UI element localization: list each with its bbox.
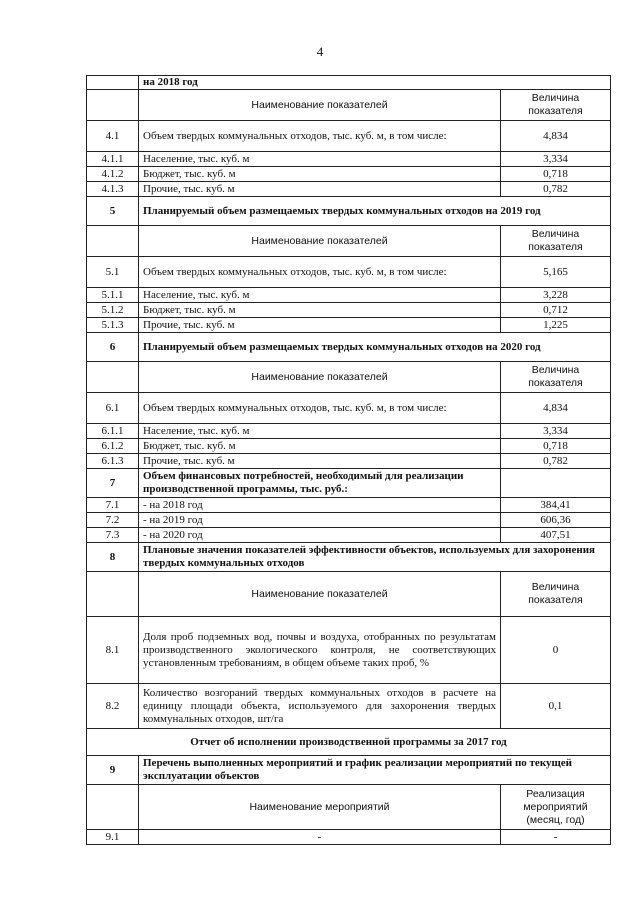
row-name: Прочие, тыс. куб. м (139, 318, 501, 333)
row-name: Количество возгораний твердых коммунальных отходов в расчете на единицу площади объекта, используемого для захоронения твердых коммунальных отходов, шт/га (139, 684, 501, 729)
column-header-value: Реализация мероприятий (месяц, год) (501, 785, 611, 830)
row-value: 0,782 (501, 454, 611, 469)
row-number (87, 76, 139, 90)
table-row (87, 182, 611, 197)
row-name: - на 2019 год (139, 513, 501, 528)
column-header-value: Величина показателя (501, 572, 611, 617)
row-number: 5.1.1 (87, 288, 139, 303)
row-name: Объем твердых коммунальных отходов, тыс. куб. м, в том числе: (139, 257, 501, 288)
section-title: Планируемый объем размещаемых твердых коммунальных отходов на 2020 год (139, 333, 611, 362)
table-row (87, 318, 611, 333)
row-number: 6.1.1 (87, 424, 139, 439)
table-row (87, 167, 611, 182)
section-number: 9 (87, 756, 139, 785)
row-name: - на 2018 год (139, 498, 501, 513)
row-value: 0,718 (501, 167, 611, 182)
page-number: 4 (316, 44, 324, 59)
section-title-row (87, 756, 611, 785)
report-title-row (87, 729, 611, 756)
row-name: Бюджет, тыс. куб. м (139, 439, 501, 454)
section-title-row (87, 543, 611, 572)
row-number: 7.1 (87, 498, 139, 513)
row-name: Бюджет, тыс. куб. м (139, 167, 501, 182)
table-row (87, 424, 611, 439)
column-header-value: Величина показателя (501, 226, 611, 257)
section-title-row (87, 197, 611, 226)
column-header-value: Величина показателя (501, 362, 611, 393)
row-value: 1,225 (501, 318, 611, 333)
table-row (87, 498, 611, 513)
column-header-name: Наименование показателей (139, 572, 501, 617)
table-row (87, 830, 611, 845)
section-title: Перечень выполненных мероприятий и график реализации мероприятий по текущей эксплуатации объектов (139, 756, 611, 785)
column-header-row (87, 226, 611, 257)
row-number: 8.1 (87, 617, 139, 684)
row-number: 4.1.2 (87, 167, 139, 182)
row-name: Доля проб подземных вод, почвы и воздуха, отобранных по результатам производственного экологического контроля, не соответствующих установленным требованиям, в общем объеме таких проб, % (139, 617, 501, 684)
row-value: 5,165 (501, 257, 611, 288)
section-title-row (87, 76, 611, 90)
section-number: 6 (87, 333, 139, 362)
table-row (87, 152, 611, 167)
column-header-row (87, 362, 611, 393)
row-value: 0,718 (501, 439, 611, 454)
table-row (87, 288, 611, 303)
section-number: 7 (87, 469, 139, 498)
row-number: 4.1 (87, 121, 139, 152)
row-number: 5.1.2 (87, 303, 139, 318)
row-value: 4,834 (501, 393, 611, 424)
section-title-row (87, 333, 611, 362)
row-value: 0,712 (501, 303, 611, 318)
section-title: Планируемый объем размещаемых твердых коммунальных отходов на 2019 год (139, 197, 611, 226)
row-name: - на 2020 год (139, 528, 501, 543)
row-name: Население, тыс. куб. м (139, 152, 501, 167)
row-value: 0,782 (501, 182, 611, 197)
section-title: Плановые значения показателей эффективности объектов, используемых для захоронения твердых коммунальных отходов (139, 543, 611, 572)
row-value: 4,834 (501, 121, 611, 152)
table-row (87, 439, 611, 454)
section-number: 5 (87, 197, 139, 226)
row-number: 6.1.3 (87, 454, 139, 469)
table-row (87, 513, 611, 528)
row-name: Население, тыс. куб. м (139, 288, 501, 303)
section-title-row (87, 469, 611, 498)
column-header-name: Наименование мероприятий (139, 785, 501, 830)
section-title: Объем финансовых потребностей, необходимый для реализации производственной программы, тыс. руб.: (139, 469, 501, 498)
column-header-name: Наименование показателей (139, 362, 501, 393)
section-number: 8 (87, 543, 139, 572)
report-title: Отчет об исполнении производственной программы за 2017 год (87, 729, 611, 756)
row-name: Объем твердых коммунальных отходов, тыс. куб. м, в том числе: (139, 393, 501, 424)
row-name: Прочие, тыс. куб. м (139, 454, 501, 469)
table-row (87, 393, 611, 424)
row-number: 7.3 (87, 528, 139, 543)
row-number: 6.1.2 (87, 439, 139, 454)
column-header-name: Наименование показателей (139, 90, 501, 121)
row-value: 3,334 (501, 152, 611, 167)
column-header-row (87, 90, 611, 121)
row-name: - (139, 830, 501, 845)
table-row (87, 257, 611, 288)
row-number: 4.1.3 (87, 182, 139, 197)
row-number: 4.1.1 (87, 152, 139, 167)
row-name: Прочие, тыс. куб. м (139, 182, 501, 197)
row-number: 7.2 (87, 513, 139, 528)
table-row (87, 121, 611, 152)
column-header-name: Наименование показателей (139, 226, 501, 257)
row-value: 407,51 (501, 528, 611, 543)
row-name: Население, тыс. куб. м (139, 424, 501, 439)
row-value: 0,1 (501, 684, 611, 729)
table-row (87, 528, 611, 543)
column-header-row (87, 572, 611, 617)
row-number: 5.1.3 (87, 318, 139, 333)
row-number: 6.1 (87, 393, 139, 424)
section-title: на 2018 год (139, 76, 611, 90)
row-name: Объем твердых коммунальных отходов, тыс. куб. м, в том числе: (139, 121, 501, 152)
row-value: 384,41 (501, 498, 611, 513)
row-name: Бюджет, тыс. куб. м (139, 303, 501, 318)
table-row (87, 454, 611, 469)
table-row (87, 617, 611, 684)
program-table (86, 75, 611, 845)
row-value: 0 (501, 617, 611, 684)
table-row (87, 303, 611, 318)
row-value: 3,334 (501, 424, 611, 439)
row-number: 8.2 (87, 684, 139, 729)
row-number: 5.1 (87, 257, 139, 288)
row-value: 3,228 (501, 288, 611, 303)
table-row (87, 684, 611, 729)
column-header-row (87, 785, 611, 830)
row-value: - (501, 830, 611, 845)
row-number: 9.1 (87, 830, 139, 845)
row-value: 606,36 (501, 513, 611, 528)
column-header-value: Величина показателя (501, 90, 611, 121)
